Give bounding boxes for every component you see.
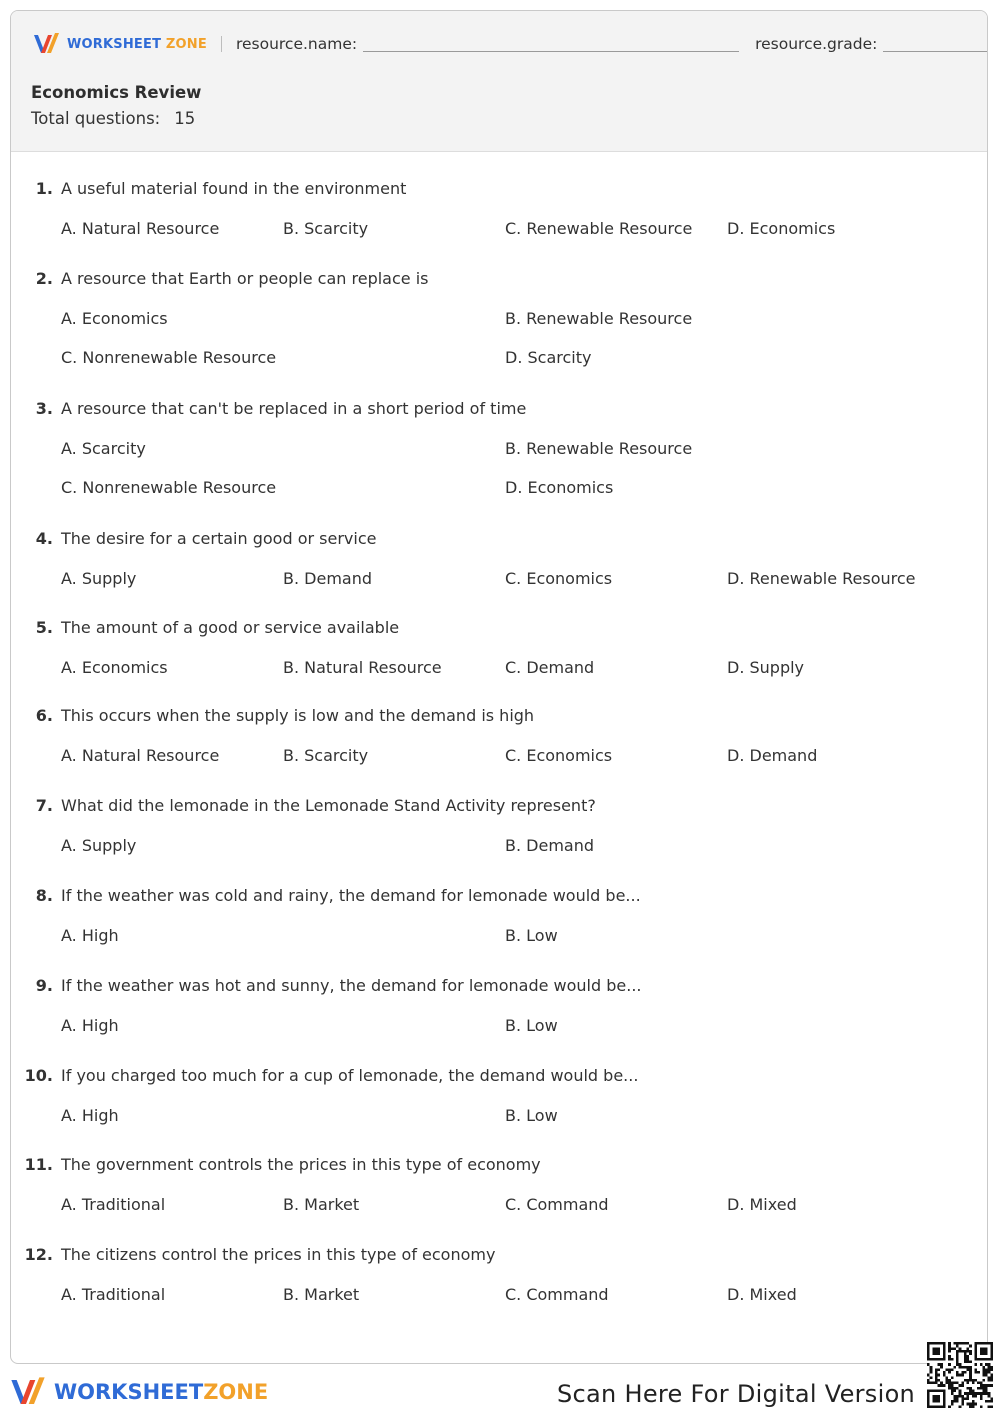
- answer-option[interactable]: D. Economics: [727, 219, 836, 238]
- question-number: 10.: [24, 1066, 53, 1085]
- question-number: 3.: [35, 399, 53, 418]
- question-text: The amount of a good or service available: [61, 618, 400, 637]
- brand-row: [33, 31, 988, 57]
- question-text: A resource that Earth or people can replace is: [61, 269, 429, 288]
- answer-option[interactable]: D. Supply: [727, 658, 805, 677]
- answer-option[interactable]: A. Economics: [61, 658, 168, 677]
- resource-name-line: [363, 37, 739, 52]
- answer-option[interactable]: D. Scarcity: [505, 348, 592, 367]
- answer-option[interactable]: B. Demand: [505, 836, 594, 855]
- answer-option[interactable]: D. Renewable Resource: [727, 569, 916, 588]
- total-questions-value: 15: [174, 109, 196, 128]
- total-questions-label: Total questions:: [31, 109, 161, 128]
- answer-option[interactable]: B. Low: [505, 1106, 558, 1125]
- question-number: 1.: [35, 179, 53, 198]
- question-text: The citizens control the prices in this type of economy: [61, 1245, 496, 1264]
- header-divider: [221, 36, 222, 52]
- brand-name: [67, 37, 207, 52]
- answer-option[interactable]: B. Low: [505, 926, 558, 945]
- answer-option[interactable]: B. Demand: [283, 569, 372, 588]
- resource-grade-line: [883, 37, 988, 52]
- footer-brand-part1: WORKSHEET: [54, 1380, 204, 1404]
- question-text: If you charged too much for a cup of lemonade, the demand would be...: [61, 1066, 639, 1085]
- answer-option[interactable]: A. High: [61, 1016, 119, 1035]
- question-number: 6.: [35, 706, 53, 725]
- footer-brand-part2: ZONE: [203, 1380, 269, 1404]
- answer-option[interactable]: D. Economics: [505, 478, 614, 497]
- question-number: 8.: [35, 886, 53, 905]
- question-text: This occurs when the supply is low and the demand is high: [61, 706, 535, 725]
- answer-option[interactable]: C. Economics: [505, 746, 613, 765]
- answer-option[interactable]: C. Nonrenewable Resource: [61, 478, 277, 497]
- question-text: The desire for a certain good or service: [61, 529, 377, 548]
- resource-name-label: resource.name:: [235, 35, 358, 53]
- question-number: 2.: [35, 269, 53, 288]
- question-text: If the weather was hot and sunny, the demand for lemonade would be...: [61, 976, 642, 995]
- question-number: 9.: [35, 976, 53, 995]
- answer-option[interactable]: A. High: [61, 1106, 119, 1125]
- answer-option[interactable]: B. Renewable Resource: [505, 439, 693, 458]
- answer-option[interactable]: C. Renewable Resource: [505, 219, 693, 238]
- answer-option[interactable]: B. Scarcity: [283, 219, 369, 238]
- question-number: 5.: [35, 618, 53, 637]
- answer-option[interactable]: D. Mixed: [727, 1285, 797, 1304]
- brand-name-part2: ZONE: [165, 36, 207, 52]
- answer-option[interactable]: B. Scarcity: [283, 746, 369, 765]
- answer-option[interactable]: A. Supply: [61, 836, 137, 855]
- worksheet-header: [11, 11, 987, 152]
- answer-option[interactable]: D. Mixed: [727, 1195, 797, 1214]
- question-number: 12.: [24, 1245, 53, 1264]
- worksheet-title: Economics Review: [31, 83, 202, 102]
- page-footer: [0, 1364, 1000, 1414]
- question-text: What did the lemonade in the Lemonade Stand Activity represent?: [61, 796, 596, 815]
- answer-option[interactable]: C. Command: [505, 1285, 609, 1304]
- answer-option[interactable]: C. Nonrenewable Resource: [61, 348, 277, 367]
- answer-option[interactable]: A. Traditional: [61, 1285, 166, 1304]
- answer-option[interactable]: A. Natural Resource: [61, 219, 220, 238]
- question-number: 4.: [35, 529, 53, 548]
- answer-option[interactable]: A. Economics: [61, 309, 168, 328]
- answer-option[interactable]: B. Market: [283, 1195, 360, 1214]
- scan-digital-version-text: Scan Here For Digital Version: [557, 1380, 916, 1408]
- answer-option[interactable]: D. Demand: [727, 746, 818, 765]
- answer-option[interactable]: B. Renewable Resource: [505, 309, 693, 328]
- answer-option[interactable]: A. Natural Resource: [61, 746, 220, 765]
- answer-option[interactable]: B. Market: [283, 1285, 360, 1304]
- answer-option[interactable]: A. Traditional: [61, 1195, 166, 1214]
- answer-option[interactable]: B. Natural Resource: [283, 658, 442, 677]
- resource-grade-label: resource.grade:: [755, 35, 878, 53]
- question-number: 7.: [35, 796, 53, 815]
- answer-option[interactable]: C. Demand: [505, 658, 595, 677]
- answer-option[interactable]: A. Supply: [61, 569, 137, 588]
- answer-option[interactable]: A. High: [61, 926, 119, 945]
- answer-option[interactable]: C. Economics: [505, 569, 613, 588]
- question-number: 11.: [24, 1155, 53, 1174]
- worksheet-zone-logo-icon: [33, 32, 63, 56]
- question-text: A useful material found in the environment: [61, 179, 407, 198]
- brand-name-part1: WORKSHEET: [67, 36, 162, 52]
- footer-brand-name: [54, 1380, 268, 1404]
- answer-option[interactable]: C. Command: [505, 1195, 609, 1214]
- question-text: A resource that can't be replaced in a short period of time: [61, 399, 527, 418]
- worksheet-page: [10, 10, 988, 1364]
- qr-code-icon[interactable]: [927, 1342, 993, 1408]
- answer-option[interactable]: B. Low: [505, 1016, 558, 1035]
- question-text: The government controls the prices in this type of economy: [61, 1155, 541, 1174]
- answer-option[interactable]: A. Scarcity: [61, 439, 146, 458]
- worksheet-zone-logo-icon: [10, 1376, 50, 1408]
- total-questions: [31, 109, 195, 128]
- question-text: If the weather was cold and rainy, the demand for lemonade would be...: [61, 886, 641, 905]
- footer-logo: [10, 1376, 268, 1408]
